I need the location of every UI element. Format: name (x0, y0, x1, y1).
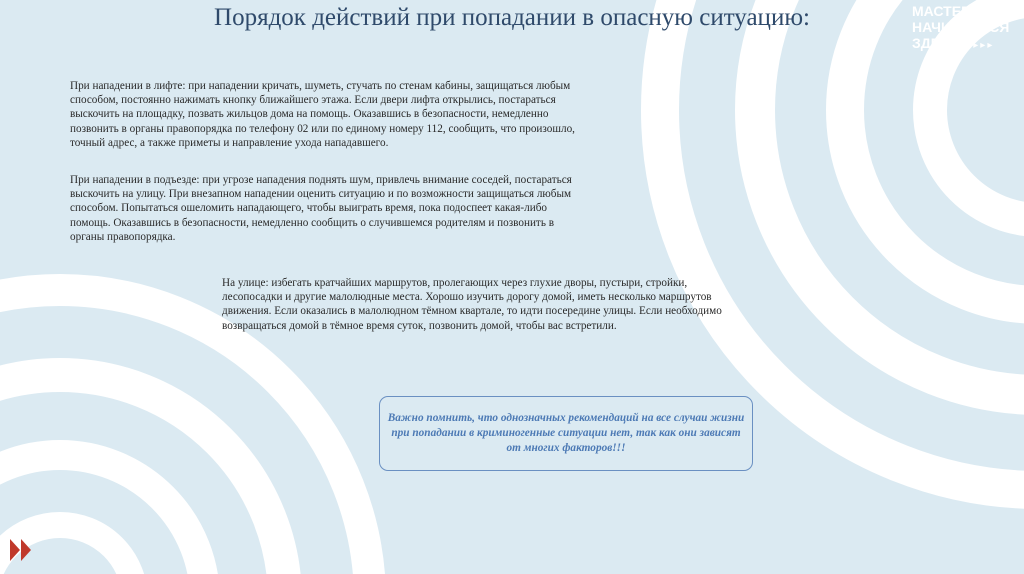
brand-line-2: НАЧИНАЕТСЯ (912, 19, 1010, 35)
paragraph-elevator: При нападении в лифте: при нападении кричать, шуметь, стучать по стенам кабины, защищаться любым способом, постоянно нажимать кнопку ближайшего этажа. Если двери лифта открылись, постараться выскочить на площадку, позвать жильцов дома на помощь. Оказавшись в безопасности, немедленно позвонить в органы правопорядка по телефону 02 или по единому номеру 112, сообщить, что произошло, точный адрес, а также приметы и направление ухода нападавшего. (70, 80, 575, 149)
brand-logo (912, 3, 1020, 54)
important-note-text: Важно помнить, что однозначных рекомендаций на все случаи жизни при попадании в криминогенные ситуации нет, так как они зависят от многих факторов!!! (387, 412, 745, 454)
double-chevron-right-icon[interactable] (10, 535, 36, 565)
paragraph-street: На улице: избегать кратчайших маршрутов, пролегающих через глухие дворы, пустыри, стройки, лесопосадки и другие малолюдные места. Хорошо изучить дорогу домой, иметь несколько маршрутов движения. Если оказались в малолюдном тёмном квартале, то идти посередине улицы. Если необходимо возвращаться домой в тёмное время суток, позвонить домой, чтобы вас встретили. (222, 277, 722, 332)
brand-arrows-icon: ▸▸▸▸ (966, 40, 995, 51)
page-title: Порядок действий при попадании в опасную ситуацию: (214, 4, 810, 31)
paragraph-entrance: При нападении в подъезде: при угрозе нападения поднять шум, привлечь внимание соседей, постараться выскочить на улицу. При внезапном нападении оценить ситуацию и по возможности защищаться любым способом. Попытаться ошеломить нападающего, чтобы выиграть время, пока подоспеет какая-либо помощь. Оказавшись в безопасности, немедленно сообщить о случившемся родителям и позвонить в органы правопорядка. (70, 174, 572, 243)
brand-line-3: ЗДЕСЬ (912, 35, 961, 51)
important-note-box (379, 396, 753, 471)
brand-line-1: МАСТЕРСТВО (912, 3, 1010, 19)
